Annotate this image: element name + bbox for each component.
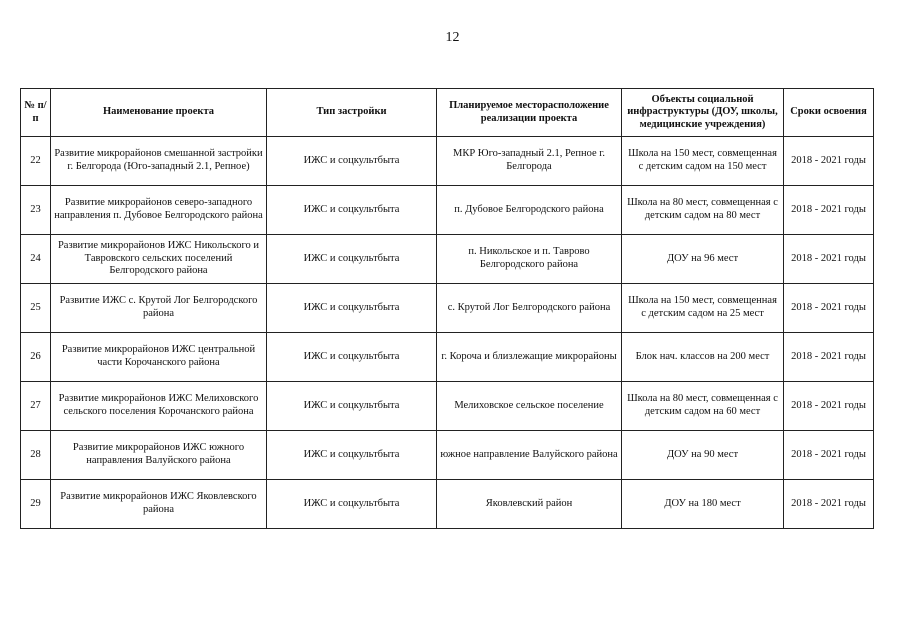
cell-development-type: ИЖС и соцкультбыта [267,284,437,333]
cell-social-objects: Школа на 150 мест, совмещенная с детским садом на 25 мест [622,284,784,333]
cell-development-type: ИЖС и соцкультбыта [267,186,437,235]
cell-project-name: Развитие микрорайонов ИЖС Мелиховского сельского поселения Корочанского района [51,382,267,431]
header-number: № п/п [21,89,51,137]
cell-location: МКР Юго-западный 2.1, Репное г. Белгорода [437,137,622,186]
cell-project-name: Развитие микрорайонов ИЖС Яковлевского района [51,480,267,529]
cell-social-objects: ДОУ на 96 мест [622,235,784,284]
table-header-row [21,89,874,137]
projects-table [20,88,874,529]
cell-number: 24 [21,235,51,284]
cell-development-type: ИЖС и соцкультбыта [267,333,437,382]
table-row [21,333,874,382]
cell-number: 28 [21,431,51,480]
cell-number: 29 [21,480,51,529]
cell-location: г. Короча и близлежащие микрорайоны [437,333,622,382]
cell-location: южное направление Валуйского района [437,431,622,480]
cell-location: Яковлевский район [437,480,622,529]
table-row [21,235,874,284]
cell-location: с. Крутой Лог Белгородского района [437,284,622,333]
table-row [21,284,874,333]
cell-number: 22 [21,137,51,186]
header-location: Планируемое месторасположение реализации проекта [437,89,622,137]
cell-number: 27 [21,382,51,431]
cell-timeline: 2018 - 2021 годы [784,333,874,382]
cell-number: 23 [21,186,51,235]
cell-social-objects: ДОУ на 180 мест [622,480,784,529]
header-timeline: Сроки освоения [784,89,874,137]
cell-social-objects: Школа на 80 мест, совмещенная с детским садом на 80 мест [622,186,784,235]
cell-social-objects: ДОУ на 90 мест [622,431,784,480]
cell-development-type: ИЖС и соцкультбыта [267,137,437,186]
cell-location: п. Дубовое Белгородского района [437,186,622,235]
cell-timeline: 2018 - 2021 годы [784,382,874,431]
cell-project-name: Развитие микрорайонов смешанной застройки г. Белгорода (Юго-западный 2.1, Репное) [51,137,267,186]
cell-social-objects: Блок нач. классов на 200 мест [622,333,784,382]
cell-project-name: Развитие микрорайонов северо-западного направления п. Дубовое Белгородского района [51,186,267,235]
table-row [21,137,874,186]
cell-timeline: 2018 - 2021 годы [784,186,874,235]
cell-timeline: 2018 - 2021 годы [784,137,874,186]
cell-social-objects: Школа на 150 мест, совмещенная с детским садом на 150 мест [622,137,784,186]
cell-development-type: ИЖС и соцкультбыта [267,235,437,284]
table-row [21,186,874,235]
page-number: 12 [445,30,460,45]
cell-development-type: ИЖС и соцкультбыта [267,480,437,529]
header-social-objects: Объекты социальной инфраструктуры (ДОУ, школы, медицинские учреждения) [622,89,784,137]
table-row [21,431,874,480]
header-development-type: Тип застройки [267,89,437,137]
cell-social-objects: Школа на 80 мест, совмещенная с детским садом на 60 мест [622,382,784,431]
cell-timeline: 2018 - 2021 годы [784,431,874,480]
cell-project-name: Развитие микрорайонов ИЖС Никольского и Тавровского сельских поселений Белгородского района [51,235,267,284]
cell-timeline: 2018 - 2021 годы [784,284,874,333]
cell-number: 26 [21,333,51,382]
cell-timeline: 2018 - 2021 годы [784,480,874,529]
cell-project-name: Развитие ИЖС с. Крутой Лог Белгородского района [51,284,267,333]
cell-number: 25 [21,284,51,333]
cell-project-name: Развитие микрорайонов ИЖС центральной части Корочанского района [51,333,267,382]
cell-development-type: ИЖС и соцкультбыта [267,431,437,480]
header-project-name: Наименование проекта [51,89,267,137]
cell-project-name: Развитие микрорайонов ИЖС южного направления Валуйского района [51,431,267,480]
cell-development-type: ИЖС и соцкультбыта [267,382,437,431]
cell-location: Мелиховское сельское поселение [437,382,622,431]
cell-location: п. Никольское и п. Таврово Белгородского района [437,235,622,284]
table-row [21,382,874,431]
cell-timeline: 2018 - 2021 годы [784,235,874,284]
table-row [21,480,874,529]
